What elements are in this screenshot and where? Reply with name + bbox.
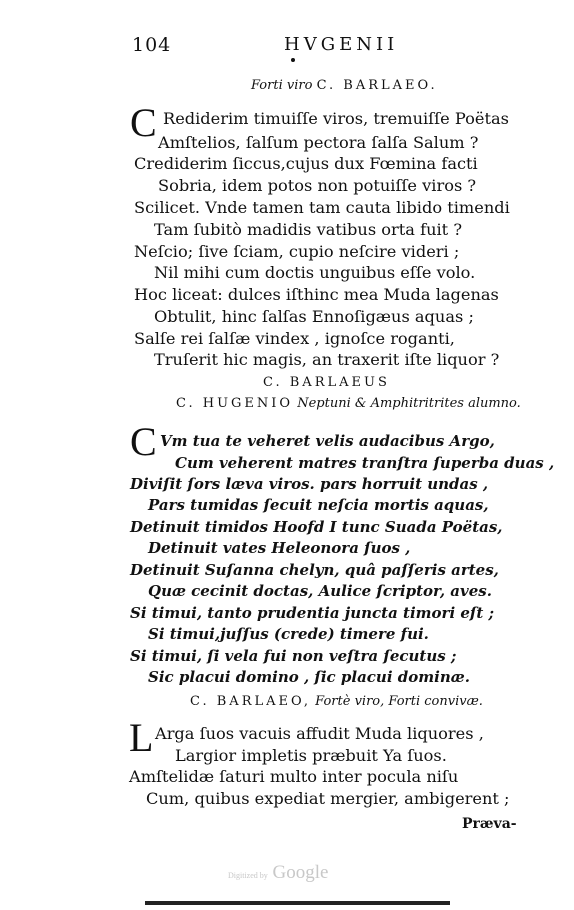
poem1-line: Crediderim ſiccus,cujus dux Fœmina facti [134, 154, 478, 173]
poem3-line: Largior impletis præbuit Ya ſuos. [175, 746, 447, 765]
poem2-dropcap: C [130, 419, 157, 464]
poem1-line: Amſtelios, ſalſum pectora ſalſa Salum ? [158, 133, 479, 152]
running-head-text: HVGENII [284, 34, 399, 55]
poem1-line: Truſerit hic magis, an traxerit iſte liquor ? [154, 350, 500, 369]
poem3-line: Amſtelidæ ſaturi multo inter pocula niſu [129, 767, 459, 786]
poem2-line: Si timui, tanto prudentia juncta timori eſt ; [130, 604, 495, 622]
poem2-line: Si timui,juſſus (crede) timere fui. [148, 625, 429, 643]
poem2-line: Diviſit ſors læva viros. pars horruit undas , [130, 475, 489, 493]
page-number: 104 [132, 34, 172, 56]
poem1-title [251, 78, 438, 93]
scan-edge-rule [145, 901, 450, 905]
poem1-line: Neſcio; ſive ſciam, cupio neſcire videri ; [134, 242, 460, 261]
poem2-author: C. BARLAEUS [263, 375, 390, 390]
poem2-line: Detinuit vates Heleonora ſuos , [148, 539, 411, 557]
poem3-title [190, 694, 483, 709]
poem2-line: Detinuit timidos Hoofd I tunc Suada Poëtas, [130, 518, 503, 536]
poem1-line: Hoc liceat: dulces iſthinc mea Muda lagenas [134, 285, 499, 304]
poem1-line: Sobria, idem potos non potuiſſe viros ? [158, 176, 477, 195]
poem1-title-italic: Forti viro [251, 78, 313, 93]
poem2-addressee [176, 396, 521, 411]
poem2-line: Vm tua te veheret velis audacibus Argo, [160, 432, 495, 450]
poem1-line: Tam ſubitò madidis vatibus orta fuit ? [154, 220, 462, 239]
poem2-line: Detinuit Suſanna chelyn, quâ paſſeris artes, [130, 561, 499, 579]
poem2-line: Sic placui domino , ſic placui dominæ. [148, 668, 470, 686]
poem1-title-name: C. BARLAEO. [316, 78, 438, 93]
poem1-line: Salſe rei ſalſæ vindex , ignoſce roganti, [134, 329, 455, 348]
google-logo-text: Google [272, 862, 329, 883]
poem1-line: Nil mihi cum doctis unguibus eſſe volo. [154, 263, 476, 282]
ornament-dot [291, 58, 295, 62]
watermark-prefix: Digitized by [228, 871, 268, 880]
poem2-line: Pars tumidas ſecuit neſcia mortis aquas, [148, 496, 489, 514]
poem1-line: Scilicet. Vnde tamen tam cauta libido timendi [134, 198, 510, 217]
poem1-line: Rediderim timuiſſe viros, tremuiſſe Poëtas [163, 109, 509, 128]
poem1-dropcap: C [130, 100, 157, 145]
poem3-line: Arga ſuos vacuis affudit Muda liquores , [155, 724, 484, 743]
poem3-title-italic: Fortè viro, Forti convivæ. [315, 694, 483, 709]
poem3-title-name: C. BARLAEO, [190, 694, 312, 709]
running-head [284, 34, 398, 55]
poem2-addressee-italic: Neptuni & Amphitritrites alumno. [297, 396, 521, 411]
poem1-line: Obtulit, hinc ſalſas Ennoſigæus aquas ; [154, 307, 474, 326]
poem2-line: Quæ cecinit doctas, Aulice ſcriptor, aves. [148, 582, 492, 600]
catchword: Præva- [462, 816, 517, 832]
poem2-addressee-name: C. HUGENIO [176, 396, 294, 411]
google-watermark [228, 862, 328, 884]
poem2-line: Cum veherent matres tranſtra ſuperba duas , [175, 454, 555, 472]
poem3-line: Cum, quibus expediat mergier, ambigerent ; [146, 789, 510, 808]
poem2-line: Si timui, ſi vela fui non veſtra ſecutus ; [130, 647, 457, 665]
poem3-dropcap: L [129, 715, 154, 760]
